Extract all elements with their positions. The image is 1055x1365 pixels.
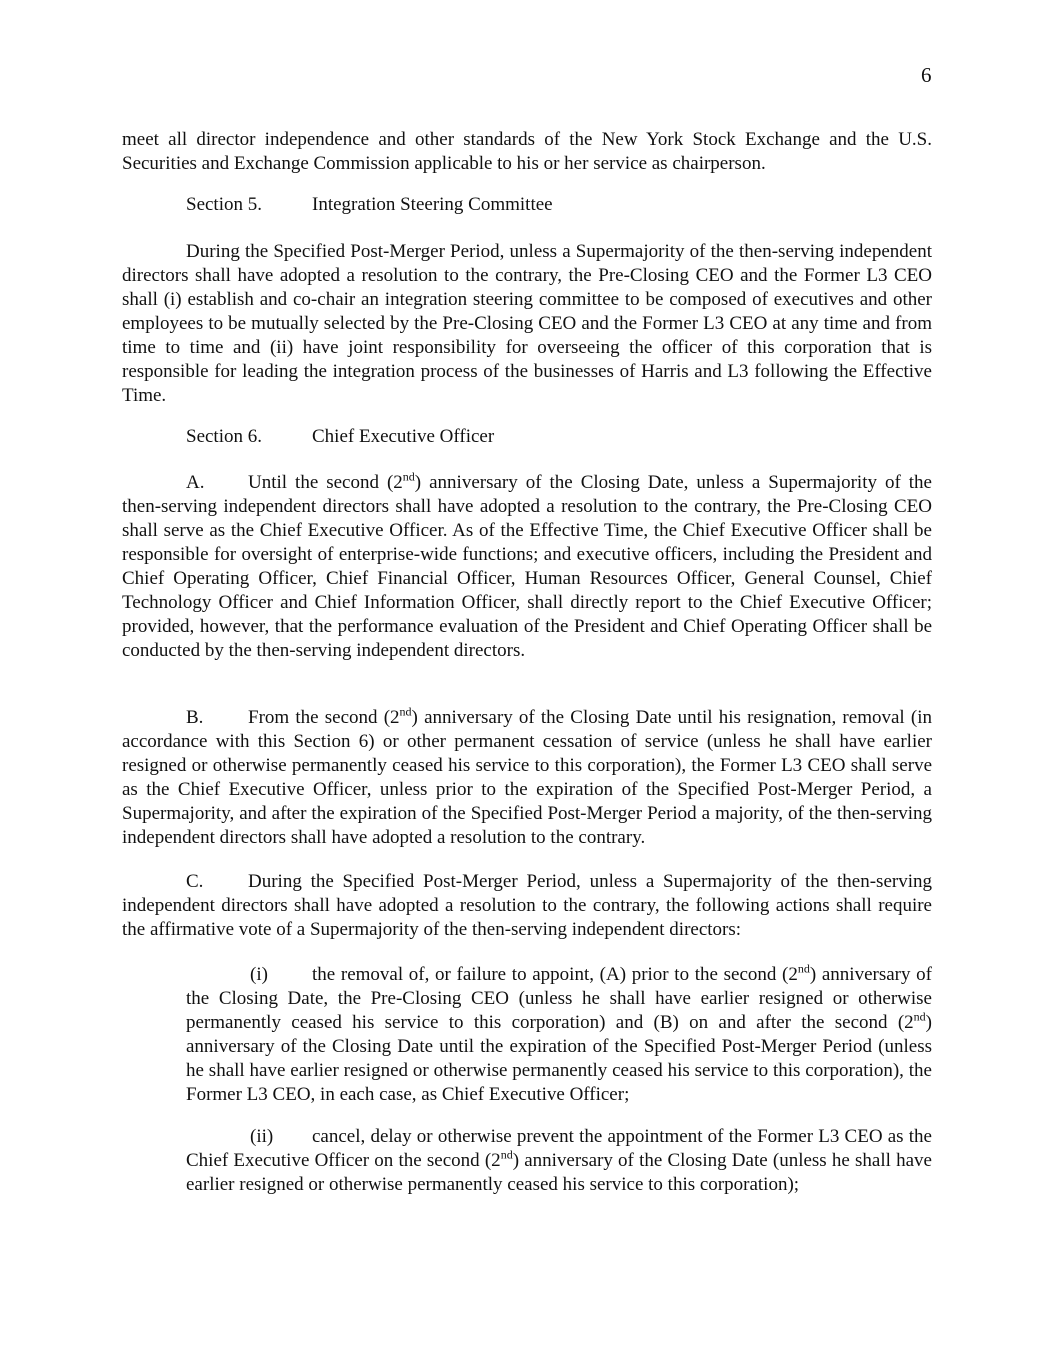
paragraph-b-lead bbox=[186, 707, 248, 728]
section-5-body: During the Specified Post-Merger Period, unless a Supermajority of the then-serving independent directors shall have adopted a resolution to the contrary, the Pre-Closing CEO and the Former L3 CEO shall (i) establish and co-chair an integration steering committee to be composed of executives and other employees to be mutually selected by the Pre-Closing CEO and the Former L3 CEO at any time and from time to time and (ii) have joint responsibility for overseeing the officer of this corporation that is responsible for leading the integration process of the businesses of Harris and L3 following the Effective Time. bbox=[122, 241, 932, 406]
paragraph-c-lead bbox=[186, 871, 248, 892]
superscript: nd bbox=[500, 1147, 513, 1162]
section-5-heading bbox=[186, 193, 553, 217]
section-5-paragraph bbox=[122, 240, 932, 408]
paragraph-a-text-1: Until the second (2 bbox=[248, 472, 403, 493]
paragraph-a-text-2: ) anniversary of the Closing Date, unless a Supermajority of the then-serving independent directors shall have adopted a resolution to the contrary, the Pre-Closing CEO shall serve as the Chief Executive Officer. As of the Effective Time, the Chief Executive Officer shall be responsible for oversight of enterprise-wide functions; and executive officers, including the President and Chief Operating Officer, Chief Financial Officer, Human Resources Officer, General Counsel, Chief Technology Officer and Chief Information Officer, shall directly report to the Chief Executive Officer; provided, however, that the performance evaluation of the President and Chief Operating Officer shall be conducted by the then-serving independent directors. bbox=[122, 472, 932, 661]
paragraph-a-label: A. bbox=[186, 472, 205, 493]
item-i-label: (i) bbox=[250, 964, 268, 985]
item-ii-text-2: ) anniversary of the Closing Date (unless he shall have earlier resigned or otherwise permanently ceased his service to this corporation); bbox=[186, 1150, 932, 1195]
item-ii-label: (ii) bbox=[250, 1126, 274, 1147]
item-i bbox=[186, 963, 932, 1107]
item-ii-lead bbox=[250, 1126, 312, 1147]
paragraph-b-text-2: ) anniversary of the Closing Date until his resignation, removal (in accordance with this Section 6) or other permanent cessation of service (unless he shall have earlier resigned or otherwise permanently ceased his service to this corporation), the Former L3 CEO shall serve as the Chief Executive Officer, unless prior to the expiration of the Specified Post-Merger Period, a Supermajority, and after the expiration of the Specified Post-Merger Period a majority, of the then-serving independent directors shall have adopted a resolution to the contrary. bbox=[122, 707, 932, 848]
superscript: nd bbox=[399, 704, 412, 719]
paragraph-b-text-1: From the second (2 bbox=[248, 707, 400, 728]
superscript: nd bbox=[913, 1009, 926, 1024]
item-ii bbox=[186, 1125, 932, 1197]
superscript: nd bbox=[402, 469, 415, 484]
paragraph-a bbox=[122, 471, 932, 663]
item-i-text-1: the removal of, or failure to appoint, (A) prior to the second (2 bbox=[312, 964, 798, 985]
paragraph-c bbox=[122, 870, 932, 942]
paragraph-b bbox=[122, 706, 932, 850]
item-i-text-3: ) anniversary of the Closing Date until the expiration of the Specified Post-Merger Period (unless he shall have earlier resigned or otherwise permanently ceased his service to this corporation), the Former L3 CEO, in each case, as Chief Executive Officer; bbox=[186, 1012, 932, 1105]
paragraph-a-lead bbox=[186, 472, 248, 493]
section-5-label: Section 5. bbox=[186, 194, 262, 215]
paragraph-c-text: During the Specified Post-Merger Period, unless a Supermajority of the then-serving independent directors shall have adopted a resolution to the contrary, the following actions shall require the affirmative vote of a Supermajority of the then-serving independent directors: bbox=[122, 871, 932, 940]
page-number: 6 bbox=[921, 63, 932, 87]
section-6-title: Chief Executive Officer bbox=[312, 426, 495, 447]
item-i-text-2: ) anniversary of the Closing Date, the Pre-Closing CEO (unless he shall have earlier resigned or otherwise permanently ceased his service to this corporation) and (B) on and after the second (2 bbox=[186, 964, 932, 1033]
superscript: nd bbox=[797, 961, 810, 976]
section-6-heading bbox=[186, 425, 494, 449]
section-6-label: Section 6. bbox=[186, 426, 262, 447]
item-i-lead bbox=[250, 964, 312, 985]
paragraph-b-label: B. bbox=[186, 707, 204, 728]
paragraph-c-label: C. bbox=[186, 871, 204, 892]
item-ii-text-1: cancel, delay or otherwise prevent the appointment of the Former L3 CEO as the Chief Executive Officer on the second (2 bbox=[186, 1126, 932, 1171]
section-5-title: Integration Steering Committee bbox=[312, 194, 553, 215]
intro-paragraph: meet all director independence and other standards of the New York Stock Exchange and the U.S. Securities and Exchange Commission applicable to his or her service as chairperson. bbox=[122, 129, 932, 174]
